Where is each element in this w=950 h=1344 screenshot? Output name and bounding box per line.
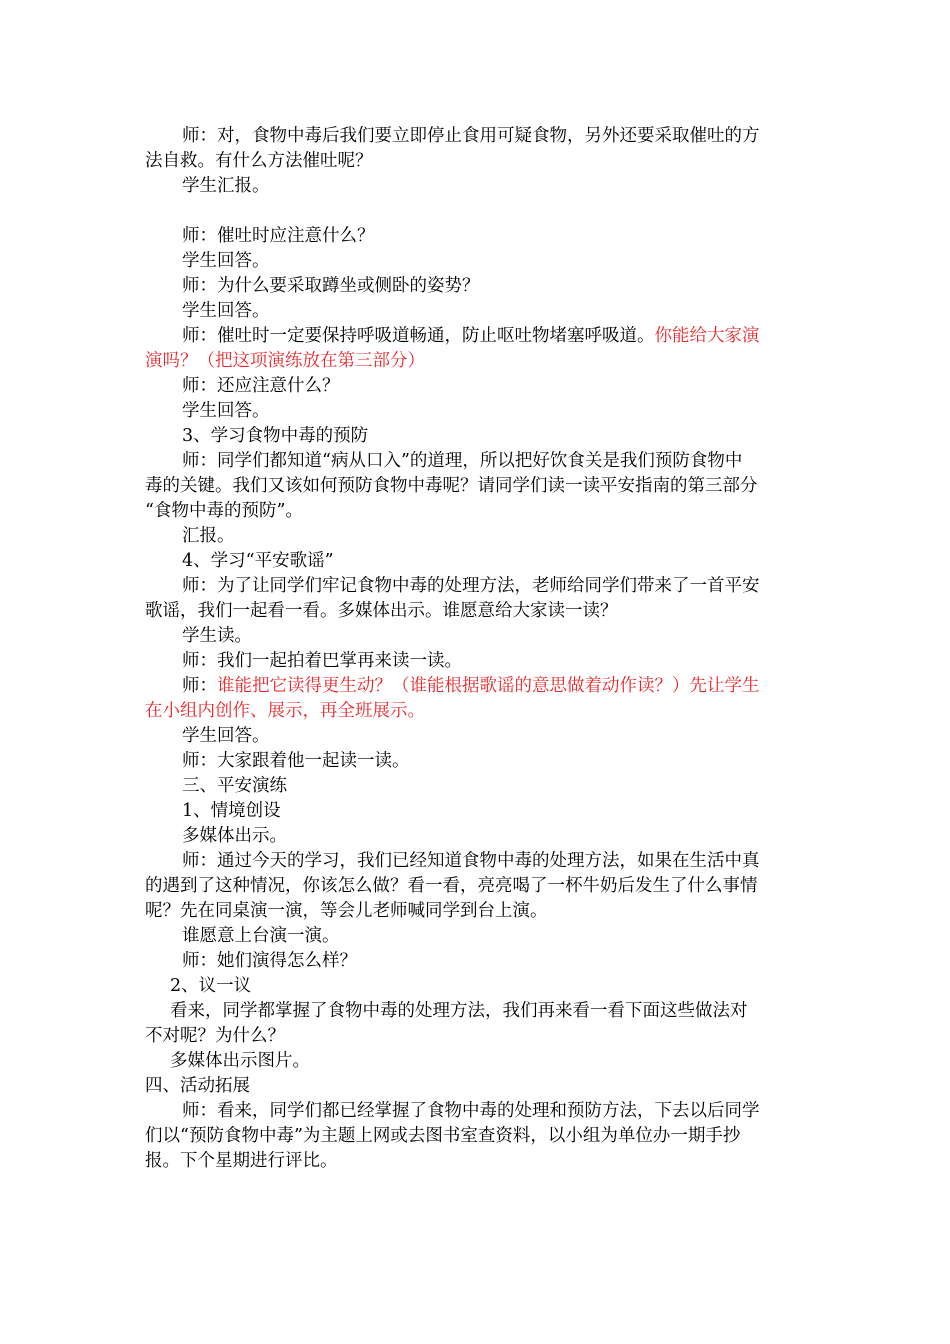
text-segment: 2、议一议 <box>170 976 252 996</box>
paragraph-line <box>145 474 758 498</box>
highlighted-text-segment: 你能给大家演 <box>654 326 760 346</box>
text-segment: “食物中毒的预防”。 <box>145 501 303 521</box>
section-heading <box>182 549 334 573</box>
section-heading <box>182 774 287 798</box>
text-segment: 法自救。有什么方法催吐呢？ <box>145 151 373 171</box>
text-segment: 不对呢？为什么？ <box>145 1026 285 1046</box>
paragraph-line <box>182 624 252 648</box>
text-segment: 师： <box>182 676 217 696</box>
paragraph-line <box>170 1049 310 1073</box>
text-segment: 谁愿意上台演一演。 <box>182 926 340 946</box>
highlighted-text-segment: 演吗？（把这项演练放在第三部分） <box>145 351 425 371</box>
paragraph-line <box>182 299 270 323</box>
text-segment: 师：催吐时应注意什么？ <box>182 226 375 246</box>
text-segment: 师：对，食物中毒后我们要立即停止食用可疑食物，另外还要采取催吐的方 <box>182 126 760 146</box>
highlighted-text-segment: 在小组内创作、展示，再全班展示。 <box>145 701 425 721</box>
text-segment: 报。下个星期进行评比。 <box>145 1151 338 1171</box>
text-segment: 学生回答。 <box>182 301 270 321</box>
paragraph-line <box>182 374 340 398</box>
paragraph-line <box>145 1024 285 1048</box>
text-segment: 看来，同学都掌握了食物中毒的处理方法，我们再来看一看下面这些做法对 <box>170 1001 748 1021</box>
section-heading <box>182 799 281 823</box>
text-segment: 三、平安演练 <box>182 776 287 796</box>
section-heading <box>170 974 251 998</box>
paragraph-line <box>182 399 270 423</box>
text-segment: 歌谣，我们一起看一看。多媒体出示。谁愿意给大家读一读？ <box>145 601 618 621</box>
paragraph-line <box>182 249 270 273</box>
text-segment: 汇报。 <box>182 526 235 546</box>
paragraph-line <box>145 699 425 723</box>
text-segment: 四、活动拓展 <box>145 1076 250 1096</box>
paragraph-line <box>145 1124 740 1148</box>
paragraph-line <box>182 1099 760 1123</box>
paragraph-line <box>182 524 235 548</box>
paragraph-line <box>145 599 618 623</box>
paragraph-line <box>145 149 373 173</box>
paragraph-line <box>182 324 760 348</box>
paragraph-line <box>182 449 742 473</box>
text-segment: 多媒体出示图片。 <box>170 1051 310 1071</box>
highlighted-text-segment: 谁能把它读得更生动？（谁能根据歌谣的意思做着动作读？）先让学生 <box>217 676 760 696</box>
paragraph-line <box>182 724 270 748</box>
text-segment: 呢？先在同桌演一演，等会儿老师喊同学到台上演。 <box>145 901 548 921</box>
paragraph-line <box>170 999 748 1023</box>
section-heading <box>145 1074 250 1098</box>
paragraph-line <box>145 1149 338 1173</box>
paragraph-line <box>182 949 357 973</box>
text-segment: 师：大家跟着他一起读一读。 <box>182 751 410 771</box>
text-segment: 师：通过今天的学习，我们已经知道食物中毒的处理方法，如果在生活中真 <box>182 851 760 871</box>
text-segment: 师：催吐时一定要保持呼吸道畅通，防止呕吐物堵塞呼吸道。 <box>182 326 655 346</box>
paragraph-line <box>182 124 760 148</box>
text-segment: 学生回答。 <box>182 726 270 746</box>
paragraph-line <box>182 849 760 873</box>
text-segment: 学生回答。 <box>182 251 270 271</box>
paragraph-line <box>182 824 287 848</box>
text-segment: 师：我们一起拍着巴掌再来读一读。 <box>182 651 462 671</box>
text-segment: 师：看来，同学们都已经掌握了食物中毒的处理和预防方法，下去以后同学 <box>182 1101 760 1121</box>
text-segment: 师：还应注意什么？ <box>182 376 340 396</box>
paragraph-line <box>182 174 270 198</box>
text-segment: 学生回答。 <box>182 401 270 421</box>
text-segment: 3、学习食物中毒的预防 <box>182 426 369 446</box>
text-segment: 学生读。 <box>182 626 252 646</box>
paragraph-line <box>182 749 410 773</box>
paragraph-line <box>182 574 760 598</box>
text-segment: 学生汇报。 <box>182 176 270 196</box>
text-segment: 们以“预防食物中毒”为主题上网或去图书室查资料，以小组为单位办一期手抄 <box>145 1126 741 1146</box>
text-segment: 师：为什么要采取蹲坐或侧卧的姿势？ <box>182 276 480 296</box>
paragraph-line <box>182 649 462 673</box>
text-segment: 毒的关键。我们又该如何预防食物中毒呢？请同学们读一读平安指南的第三部分 <box>145 476 758 496</box>
text-segment: 4、学习“平安歌谣” <box>182 551 334 571</box>
paragraph-line <box>145 874 758 898</box>
text-segment: 1、情境创设 <box>182 801 281 821</box>
text-segment: 师：同学们都知道“病从口入”的道理，所以把好饮食关是我们预防食物中 <box>182 451 743 471</box>
section-heading <box>182 424 368 448</box>
paragraph-line <box>182 224 375 248</box>
paragraph-line <box>145 349 425 373</box>
text-segment: 多媒体出示。 <box>182 826 287 846</box>
text-segment: 师：她们演得怎么样？ <box>182 951 357 971</box>
paragraph-line <box>182 274 480 298</box>
paragraph-line <box>145 499 303 523</box>
paragraph-line <box>182 674 760 698</box>
text-segment: 师：为了让同学们牢记食物中毒的处理方法，老师给同学们带来了一首平安 <box>182 576 760 596</box>
paragraph-line <box>182 924 340 948</box>
paragraph-line <box>145 899 548 923</box>
text-segment: 的遇到了这种情况，你该怎么做？看一看，亮亮喝了一杯牛奶后发生了什么事情 <box>145 876 758 896</box>
